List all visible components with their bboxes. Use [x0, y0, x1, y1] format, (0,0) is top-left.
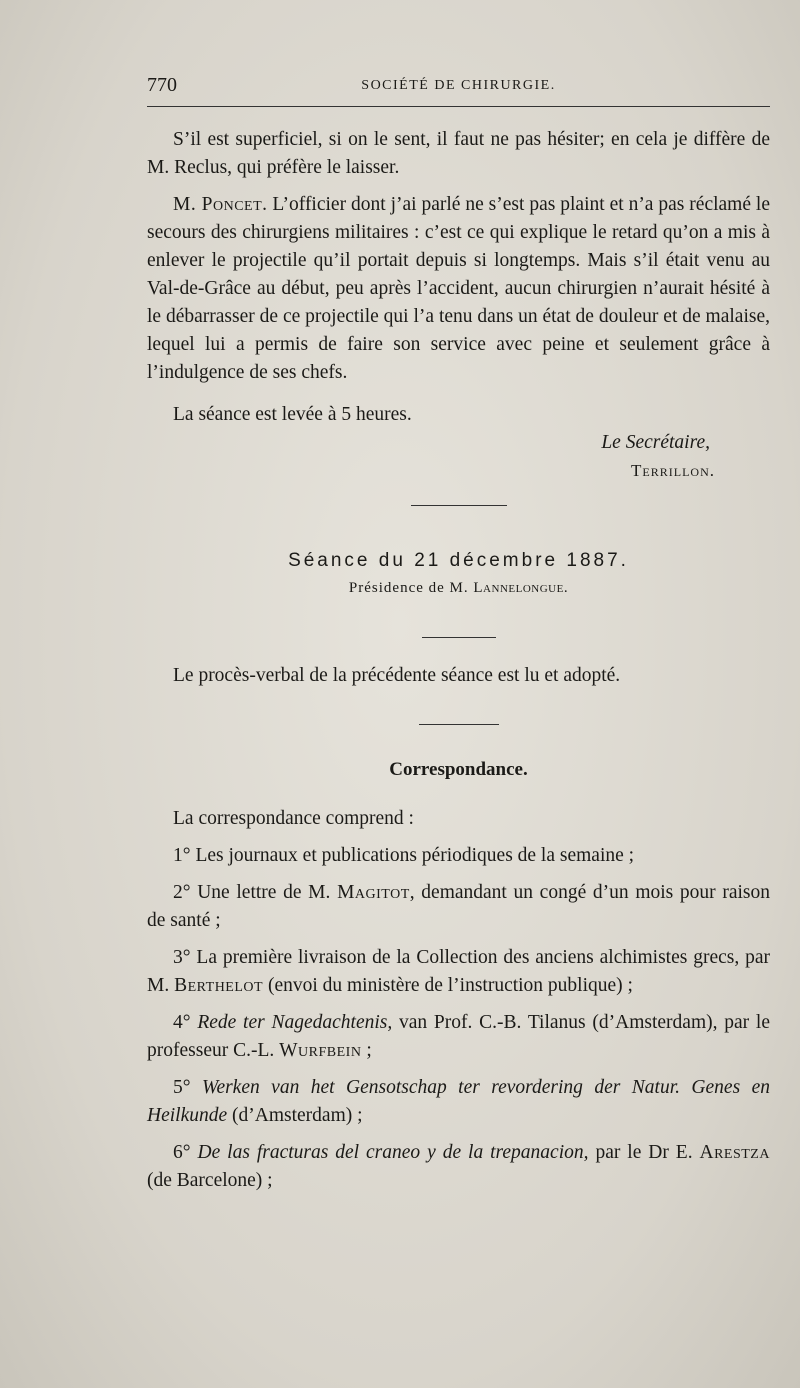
person-name: Berthelot: [174, 975, 264, 996]
speaker-text: L’officier dont j’ai parlé ne s’est pas plaint et n’a pas réclamé le secours des chirurgiens militaires : c’est ce qui explique le retard qu’on a mis à enlever le projectile qu’il portait depuis si longtemps. Mais s’il était venu au Val-de-Grâce au début, peu après l’accident, aucun chirurgien n’aurait hésité à le débarrasser de ce projectile qui l’a tenu dans un état de douleur et de malaise, lequel lui a permis de faire son service avec peine et seulement grâce à l’indulgence de ses chefs.: [147, 194, 770, 383]
section-divider: [411, 505, 507, 506]
paragraph-seance-levee: La séance est levée à 5 heures.: [173, 404, 412, 425]
page-header: [147, 72, 770, 102]
list-item: 1° Les journaux et publications périodiques de la semaine ;: [173, 845, 635, 866]
page-number: 770: [147, 74, 177, 96]
work-title: Werken van het Gensotschap ter revordering der Natur. Genes en Heilkunde: [147, 1077, 770, 1126]
page-body: [147, 126, 770, 1204]
paragraph-superficiel: S’il est superficiel, si on le sent, il faut ne pas hésiter; en cela je diffère de M. Reclus, qui préfère le laisser.: [147, 129, 770, 178]
header-rule: [147, 106, 770, 107]
speaker-name: M. Poncet.: [173, 194, 268, 215]
list-item: 6° De las fracturas del craneo y de la trepanacion, par le Dr E. Arestza (de Barcelone) ;: [147, 1142, 770, 1191]
list-item: 4° Rede ter Nagedachtenis, van Prof. C.-B. Tilanus (d’Amsterdam), par le professeur C.-L. Wurfbein ;: [147, 1012, 770, 1061]
presidence-label: Présidence de M.: [348, 580, 474, 596]
short-divider-2: [419, 724, 499, 725]
signature-title: Le Secrétaire,: [601, 432, 710, 453]
work-title: Rede ter Nagedachtenis,: [197, 1012, 393, 1033]
signature-name: Terrillon.: [631, 461, 715, 480]
list-item: 3° La première livraison de la Collection des anciens alchimistes grecs, par M. Berthelot (envoi du ministère de l’instruction publique) ;: [147, 947, 770, 996]
list-item: 5° Werken van het Gensotschap ter revordering der Natur. Genes en Heilkunde (d’Amsterdam) ;: [147, 1077, 770, 1126]
work-title: De las fracturas del craneo y de la trepanacion,: [197, 1142, 589, 1163]
paragraph-proces-verbal: Le procès-verbal de la précédente séance est lu et adopté.: [173, 665, 621, 686]
president-name: Lannelongue.: [473, 580, 569, 596]
list-item: 2° Une lettre de M. Magitot, demandant un congé d’un mois pour raison de santé ;: [147, 882, 770, 931]
person-name: Wurfbein: [279, 1040, 362, 1061]
person-name: Arestza: [699, 1142, 770, 1163]
running-title: SOCIÉTÉ DE CHIRURGIE.: [361, 78, 556, 93]
correspondance-heading: Correspondance.: [389, 759, 528, 780]
paragraph-poncet: [147, 191, 770, 387]
correspondance-intro: La correspondance comprend :: [173, 808, 414, 829]
seance-title: Séance du 21 décembre 1887.: [288, 550, 629, 571]
short-divider: [422, 637, 496, 638]
person-name: Magitot: [337, 882, 410, 903]
presidence-line: [147, 580, 770, 597]
